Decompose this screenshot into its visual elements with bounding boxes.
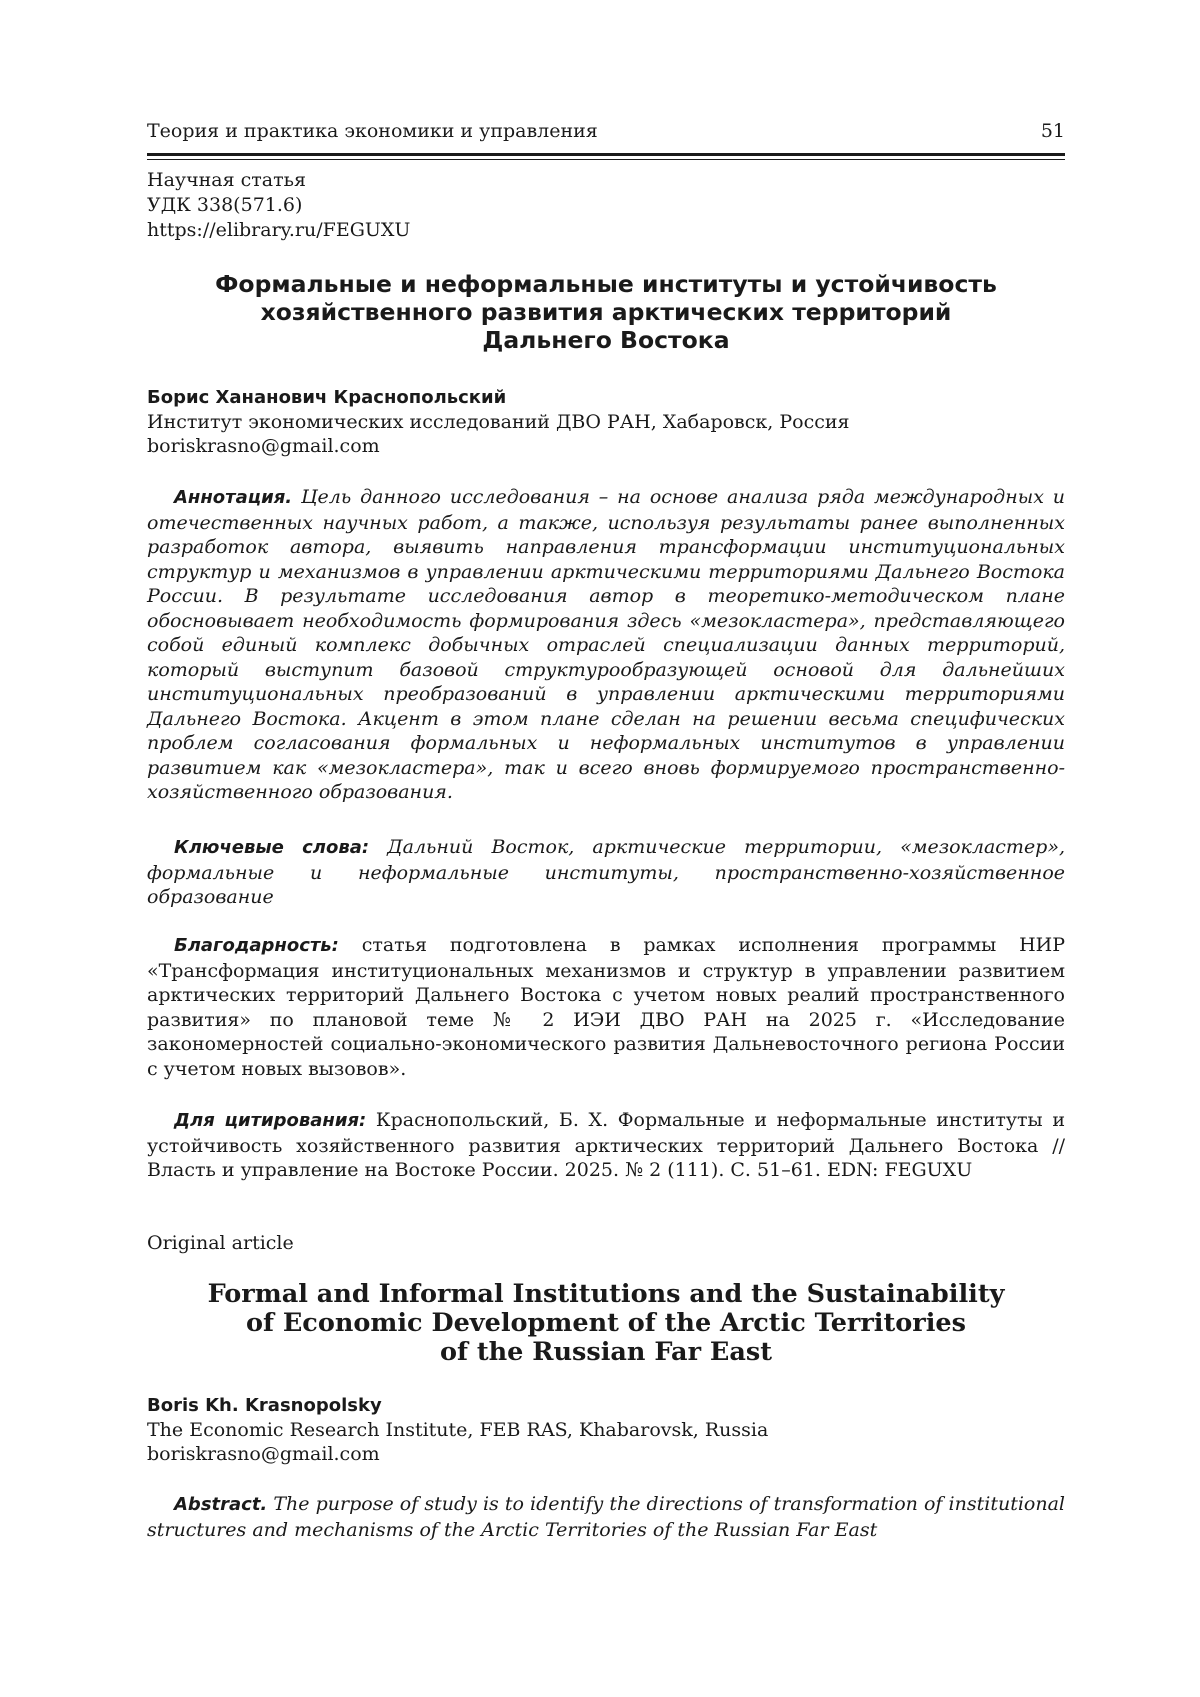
author-email-en[interactable]: boriskrasno@gmail.com bbox=[147, 1443, 380, 1465]
author-name: Борис Хананович Краснопольский bbox=[147, 387, 507, 408]
article-meta bbox=[147, 168, 1065, 243]
running-header bbox=[147, 120, 1065, 150]
keywords-russian bbox=[147, 835, 1065, 910]
citation-label: Для цитирования: bbox=[174, 1110, 367, 1131]
abstract-text: Цель данного исследования – на основе анализа ряда международных и отечественных научных работ, а также, используя результаты ранее выполненных разработок автора, выявить направления трансформации институциональных структур и механизмов в управлении арктическими территориями Дальнего Востока России. В результате исследования автор в теоретико-методическом плане обосновывает необходимость формирования здесь «мезокластера», представляющего собой единый комплекс добычных отраслей специализации данных территорий, который выступит базовой структурообразующей основой для дальнейших институциональных преобразований в управлении арктическими территориями Дальнего Востока. Акцент в этом плане сделан на решении весьма специфических проблем согласования формальных и неформальных институтов в управлении развитием как «мезокластера», так и всего вновь формируемого пространственно-хозяйственного образования. bbox=[147, 486, 1066, 803]
title-ru-line: Дальнего Востока bbox=[482, 326, 730, 354]
article-type: Научная статья bbox=[147, 169, 306, 191]
header-rule-thin bbox=[147, 159, 1065, 160]
original-article-label: Original article bbox=[147, 1232, 294, 1254]
acknowledgement-text: статья подготовлена в рамках исполнения программы НИР «Трансформация институциональных механизмов и структур в управлении развитием арктических территорий Дальнего Востока с учетом новых реалий пространственного развития» по плановой теме № 2 ИЭИ ДВО РАН на 2025 г. «Исследование закономерностей социально-экономического развития Дальневосточного региона России с учетом новых вызовов». bbox=[147, 934, 1065, 1080]
author-name-en: Boris Kh. Krasnopolsky bbox=[147, 1395, 382, 1416]
citation bbox=[147, 1108, 1065, 1183]
abstract-en-text: The purpose of study is to identify the directions of transformation of institutional structures and mechanisms of the Arctic Territories of the Russian Far East bbox=[147, 1493, 1065, 1541]
title-ru-line: Формальные и неформальные институты и устойчивость bbox=[215, 270, 997, 298]
author-affiliation: Институт экономических исследований ДВО РАН, Хабаровск, Россия bbox=[147, 411, 850, 433]
abstract-russian bbox=[147, 485, 1065, 805]
udc-code: УДК 338(571.6) bbox=[147, 194, 303, 216]
title-en-line: of the Russian Far East bbox=[440, 1337, 772, 1367]
page-number: 51 bbox=[1040, 120, 1065, 142]
author-english bbox=[147, 1394, 1065, 1466]
title-english bbox=[147, 1280, 1065, 1367]
title-en-line: Formal and Informal Institutions and the Sustainability bbox=[207, 1279, 1005, 1309]
title-ru-line: хозяйственного развития арктических территорий bbox=[260, 298, 952, 326]
keywords-text: Дальний Восток, арктические территории, «мезокластер», формальные и неформальные институты, пространственно-хозяйственное образование bbox=[147, 836, 1066, 908]
journal-title: Теория и практика экономики и управления bbox=[147, 120, 598, 142]
title-en-line: of Economic Development of the Arctic Territories bbox=[246, 1308, 966, 1338]
header-rule-thick bbox=[147, 153, 1065, 156]
acknowledgement bbox=[147, 933, 1065, 1081]
abstract-en-label: Abstract. bbox=[174, 1494, 268, 1515]
title-russian bbox=[147, 270, 1065, 354]
citation-text: Краснопольский, Б. Х. Формальные и неформальные институты и устойчивость хозяйственного развития арктических территорий Дальнего Востока // Власть и управление на Востоке России. 2025. № 2 (111). С. 51–61. EDN: FEGUXU bbox=[147, 1109, 1065, 1181]
acknowledgement-label: Благодарность: bbox=[174, 935, 339, 956]
abstract-label: Аннотация. bbox=[174, 487, 293, 508]
article-url[interactable]: https://elibrary.ru/FEGUXU bbox=[147, 219, 411, 241]
keywords-label: Ключевые слова: bbox=[174, 837, 370, 858]
abstract-english bbox=[147, 1492, 1065, 1542]
author-affiliation-en: The Economic Research Institute, FEB RAS, Khabarovsk, Russia bbox=[147, 1419, 769, 1441]
author-russian bbox=[147, 386, 1065, 458]
author-email[interactable]: boriskrasno@gmail.com bbox=[147, 435, 380, 457]
